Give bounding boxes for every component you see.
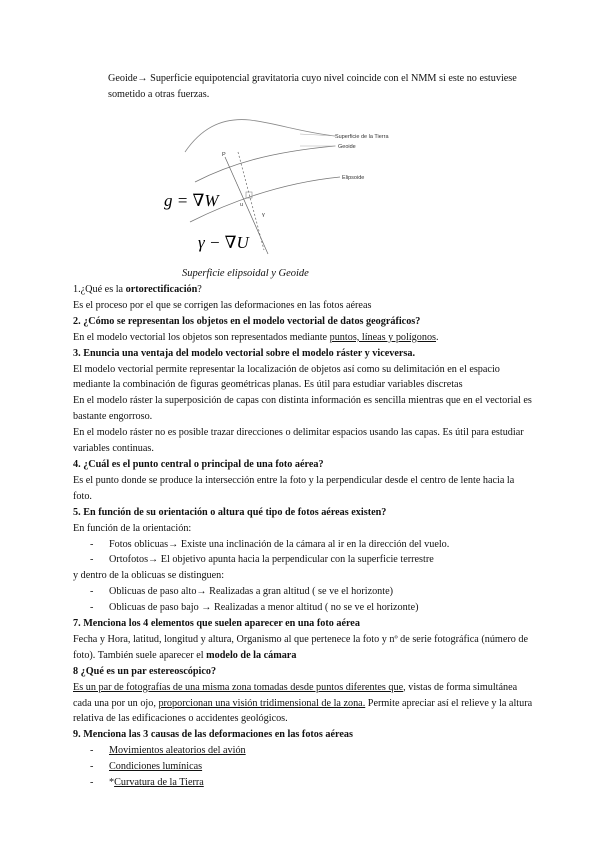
list-item: - *Curvatura de la Tierra [73, 775, 533, 791]
label-gamma: γ [262, 212, 265, 218]
answer-1: Es el proceso por el que se corrigen las deformaciones en las fotos aéreas [73, 299, 372, 311]
orientation-list [73, 537, 533, 569]
leader-tierra [300, 134, 336, 136]
list-item: - Condiciones lumínicas [73, 759, 533, 775]
question-9: 9. Menciona las 3 causas de las deformaciones en las fotos aéreas [73, 729, 353, 741]
question-4: 4. ¿Cuál es el punto central o principal de una foto aérea? [73, 458, 324, 470]
answer-5-mid: y dentro de la oblicuas se distinguen: [73, 570, 225, 582]
geoide-definition [108, 71, 528, 103]
oblique-list [73, 584, 533, 616]
label-elipsoide: Elipsoide [342, 175, 365, 181]
question-1: 1.¿Qué es la ortorectificación? [73, 284, 202, 295]
earth-surface-curve [185, 120, 335, 152]
geoid-curve [195, 146, 335, 182]
arrow: → [137, 73, 148, 84]
list-item: - Ortofotos→ El objetivo apunta hacia la perpendicular con la superficie terrestre [73, 552, 533, 568]
answer-8: Es un par de fotografías de una misma zona tomadas desde puntos diferentes que, vistas de forma simultánea cada una por un ojo, proporcionan una visión tridimensional de la zona. Permite apreciar así el relieve y la altura relativa de las edificaciones o accidentes geológicos. [73, 681, 533, 725]
geoide-term: Geoide [108, 73, 138, 84]
formula-normal-gravity: γ − ∇U [198, 233, 249, 252]
list-item: - Oblicuas de paso alto→ Realizadas a gran altitud ( se ve el horizonte) [73, 584, 533, 600]
answer-2: En el modelo vectorial los objetos son representados mediante puntos, líneas y polígonos. [73, 331, 439, 343]
list-item: - Oblicuas de paso bajo → Realizadas a menor altitud ( no se ve el horizonte) [73, 600, 533, 616]
figure-caption: Superficie elipsoidal y Geoide [182, 268, 309, 279]
answer-7: Fecha y Hora, latitud, longitud y altura, Organismo al que pertenece la foto y nº de serie fotográfica (número de foto). También suele aparecer el modelo de la cámara [73, 633, 529, 661]
answer-3-raster-overlay: En el modelo ráster la superposición de capas con distinta información es sencilla mientras que en el vectorial es bastante engorroso. [73, 395, 532, 423]
deformation-causes-list [73, 743, 533, 791]
question-3: 3. Enuncia una ventaja del modelo vectorial sobre el modelo ráster y viceversa. [73, 347, 415, 359]
question-7: 7. Menciona los 4 elementos que suelen aparecer en una foto aérea [73, 618, 360, 630]
label-tierra: Superficie de la Tierra [335, 134, 389, 140]
question-8: 8 ¿Qué es un par estereoscópico? [73, 665, 217, 677]
list-item: - Fotos oblicuas→ Existe una inclinación de la cámara al ir en la dirección del vuelo. [73, 537, 533, 553]
label-p: P [222, 152, 226, 158]
answer-3-raster-limit: En el modelo ráster no es posible trazar direcciones o delimitar espacios usando las capas. Es útil para estudiar variables continuas. [73, 427, 524, 455]
question-5: 5. En función de su orientación o altura qué tipo de fotos aéreas existen? [73, 506, 387, 518]
document-body [73, 282, 533, 791]
geoid-ellipsoid-diagram [160, 112, 410, 262]
list-item: - Movimientos aleatorios del avión [73, 743, 533, 759]
answer-5-intro: En función de la orientación: [73, 522, 192, 534]
formula-gravity: g = ∇W [164, 191, 219, 210]
question-2: 2. ¿Cómo se representan los objetos en el modelo vectorial de datos geográficos? [73, 315, 421, 327]
answer-4: Es el punto donde se produce la intersección entre la foto y la perpendicular desde el centro de lente hacia la foto. [73, 474, 515, 502]
answer-3-vectorial: El modelo vectorial permite representar la localización de objetos así como su delimitación en el espacio mediante la combinación de figuras geométricas planas. Es útil para estudiar variables discretas [73, 363, 500, 391]
label-geoide: Geoide [338, 144, 356, 150]
geoide-definition-text: Superficie equipotencial gravitatoria cuyo nivel coincide con el NMM si este no estuviese sometido a otras fuerzas. [108, 73, 517, 100]
label-u: u [240, 202, 244, 208]
